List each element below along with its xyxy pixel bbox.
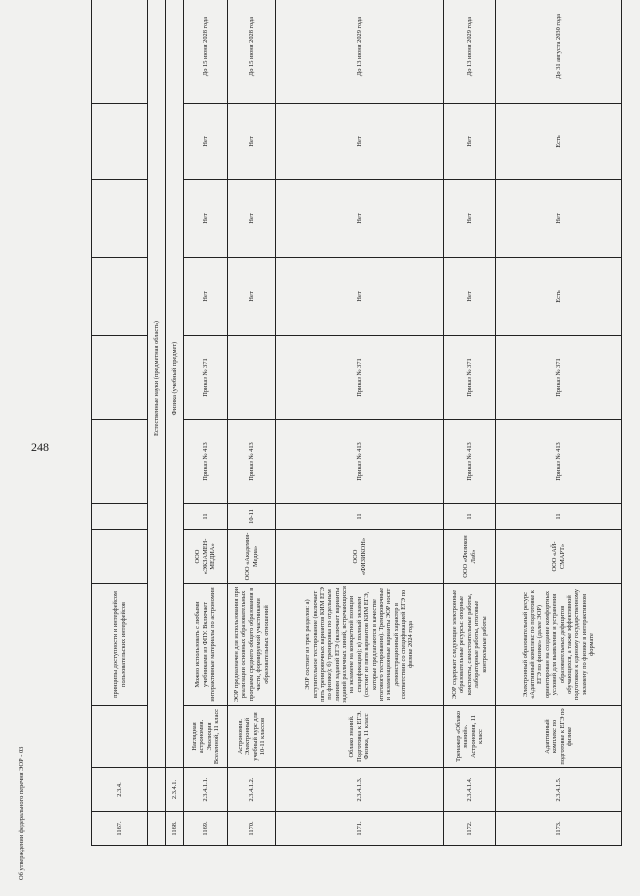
flag-3: Нет <box>444 104 496 180</box>
flag-3: Нет <box>276 104 444 180</box>
table-row-1170 <box>228 0 276 846</box>
order-413: Приказ № 413 <box>228 420 276 504</box>
organization: ООО «ФИЗИКОН» <box>276 530 444 584</box>
flag-3: Есть <box>496 104 622 180</box>
table-row-1173 <box>496 0 622 846</box>
row-number: 1169. <box>184 812 228 846</box>
organization: ООО «Физикон Лаб» <box>444 530 496 584</box>
grade: 11 <box>444 504 496 530</box>
deadline: До 15 июня 2028 года <box>184 0 228 104</box>
resource-description: Электронный образовательный ресурс «Адаптивный комплекс по подготовке к ЕГЭ по физике» (далее ЭОР) ориентирован на создание комфортных условий для выявления и устранения образовательных дефицитов обучающихся, а также эффективной подготовки к единому государственному экзамену по физике в интерактивном формате <box>496 584 622 706</box>
document-footer: Об утверждении федерального перечня ЭОР - 03 <box>18 746 25 880</box>
row-code: 2.3.4.1.3. <box>276 768 444 812</box>
table-row-1171 <box>276 0 444 846</box>
flag-1: Нет <box>276 258 444 336</box>
row-number: 1172. <box>444 812 496 846</box>
flag-2: Нет <box>276 180 444 258</box>
order-371: Приказ № 371 <box>444 336 496 420</box>
organization: ООО «Академия-Медиа» <box>228 530 276 584</box>
deadline: До 15 июня 2028 года <box>228 0 276 104</box>
resource-name: Облако знаний. Подготовка к ЕГЭ. Физика, 11 класс <box>276 706 444 768</box>
resource-name: Астрономия. Электронный учебный курс для 10-11 классов <box>228 706 276 768</box>
resource-name: Наглядная астрономия. Эволюция Вселенной, 11 класс <box>184 706 228 768</box>
section-physics: Физика (учебный предмет) <box>166 0 184 768</box>
order-371 <box>228 336 276 420</box>
order-413: Приказ № 413 <box>184 420 228 504</box>
resource-name: Тренажер «Облако знаний». Астрономия, 11 класс <box>444 706 496 768</box>
row-code: 2.3.4.1.2. <box>228 768 276 812</box>
grade: 11 <box>496 504 622 530</box>
flag-1: Есть <box>496 258 622 336</box>
deadline: До 13 июня 2029 года <box>276 0 444 104</box>
row-number: 1168. <box>166 812 184 846</box>
row-code: 2.3.4.1.4. <box>444 768 496 812</box>
order-413: Приказ № 413 <box>276 420 444 504</box>
eor-registry-table <box>91 0 622 846</box>
row-code: 2.3.4.1.1. <box>184 768 228 812</box>
grade: 11 <box>276 504 444 530</box>
flag-3: Нет <box>228 104 276 180</box>
organization: ООО «ЭКЗАМЕН-МЕДИА» <box>184 530 228 584</box>
order-371: Приказ № 371 <box>496 336 622 420</box>
page-number: 248 <box>31 440 49 454</box>
scanned-page <box>62 0 640 896</box>
table-row-1172 <box>444 0 496 846</box>
deadline: До 13 июня 2029 года <box>444 0 496 104</box>
table-row-1167 <box>92 0 148 846</box>
flag-2: Нет <box>496 180 622 258</box>
order-413: Приказ № 413 <box>496 420 622 504</box>
deadline: До 31 августа 2030 года <box>496 0 622 104</box>
order-371: Приказ № 371 <box>276 336 444 420</box>
grade: 11 <box>184 504 228 530</box>
section-row-physics <box>166 0 184 846</box>
row-number: 1173. <box>496 812 622 846</box>
flag-3: Нет <box>184 104 228 180</box>
row-number: 1170. <box>228 812 276 846</box>
resource-description: Можно использовать с любыми учебниками из ФПУ. Включает интерактивные материалы по астрономии <box>184 584 228 706</box>
flag-1: Нет <box>184 258 228 336</box>
row-number: 1167. <box>92 812 148 846</box>
row-number: 1171. <box>276 812 444 846</box>
organization: ООО «АЙ-СМАРТ» <box>496 530 622 584</box>
resource-description: ЭОР состоит из трех разделов: а) вступительное тестирование (включает пять тренировочных вариантов КИМ ЕГЭ по физике); б) тренировка по отдельным линиям заданий ЕГЭ (включает варианты заданий различных линий, встречающихся на экзамене на конкретной позиции спецификации); в) полный экзамен (состоит из пяти вариантов КИМ ЕГЭ, которые предлагаются в качестве итогового тестирования). Тренировочные и экзаменационные варианты ЭОР носят демонстрационный характер в соответствии со спецификацией ЕГЭ по физике 2024 года <box>276 584 444 706</box>
flag-2: Нет <box>228 180 276 258</box>
order-413: Приказ № 413 <box>444 420 496 504</box>
table-row-1169 <box>184 0 228 846</box>
grade: 10-11 <box>228 504 276 530</box>
order-371: Приказ № 371 <box>184 336 228 420</box>
row-code: 2.3.4. <box>92 768 148 812</box>
resource-description: ЭОР содержит следующие электронные образовательные ресурсы: опорные конспекты, самостоятельные работы, лабораторные работы, итоговые контрольные работы <box>444 584 496 706</box>
criteria-cell: принципы доступности и интерфейсом пользовательских интерфейсов <box>92 584 148 706</box>
flag-1: Нет <box>228 258 276 336</box>
flag-2: Нет <box>184 180 228 258</box>
flag-2: Нет <box>444 180 496 258</box>
section-science: Естественные науки (предметная область) <box>148 0 166 768</box>
resource-name: Адаптивный комплекс по подготовке к ЕГЭ по физике <box>496 706 622 768</box>
row-code: 2.3.4.1. <box>166 768 184 812</box>
rotated-table-wrapper <box>91 0 621 846</box>
section-row-science <box>148 0 166 846</box>
resource-description: ЭОР предназначен для использования при реализации основных образовательных программ среднего общего образования в части, формируемой участниками образовательных отношений <box>228 584 276 706</box>
flag-1: Нет <box>444 258 496 336</box>
row-code: 2.3.4.1.5. <box>496 768 622 812</box>
